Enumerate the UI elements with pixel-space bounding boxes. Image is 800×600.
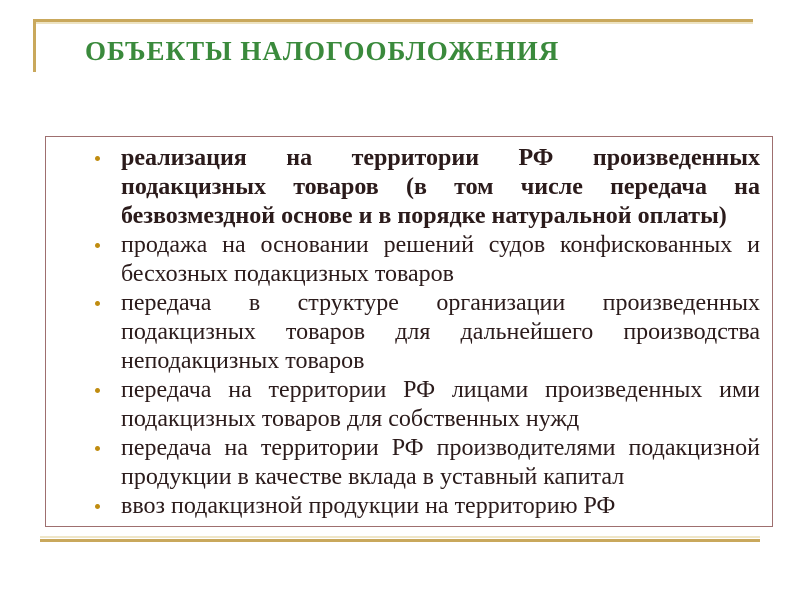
bullet-list — [46, 137, 772, 521]
bullet-icon — [95, 301, 100, 306]
content-box — [45, 136, 773, 527]
list-item: передача в структуре организации произведенных подакцизных товаров для дальнейшего производства неподакцизных товаров — [121, 289, 760, 376]
slide-title: ОБЪЕКТЫ НАЛОГООБЛОЖЕНИЯ — [85, 36, 560, 66]
bottom-accent-rule-thin — [40, 536, 760, 538]
bullet-icon — [95, 388, 100, 393]
top-accent-frame-glow — [36, 22, 753, 24]
list-item: реализация на территории РФ произведенных подакцизных товаров (в том числе передача на безвозмездной основе и в порядке натуральной оплаты) — [121, 144, 760, 231]
bullet-icon — [95, 243, 100, 248]
list-item: продажа на основании решений судов конфискованных и бесхозных подакцизных товаров — [121, 231, 760, 289]
bottom-accent-rule — [40, 536, 760, 542]
bullet-icon — [95, 504, 100, 509]
bullet-icon — [95, 156, 100, 161]
list-item: ввоз подакцизной продукции на территорию РФ — [121, 492, 760, 521]
bullet-icon — [95, 446, 100, 451]
list-item: передача на территории РФ производителями подакцизной продукции в качестве вклада в уставный капитал — [121, 434, 760, 492]
list-item: передача на территории РФ лицами произведенных ими подакцизных товаров для собственных нужд — [121, 376, 760, 434]
bottom-accent-rule-thick — [40, 539, 760, 542]
